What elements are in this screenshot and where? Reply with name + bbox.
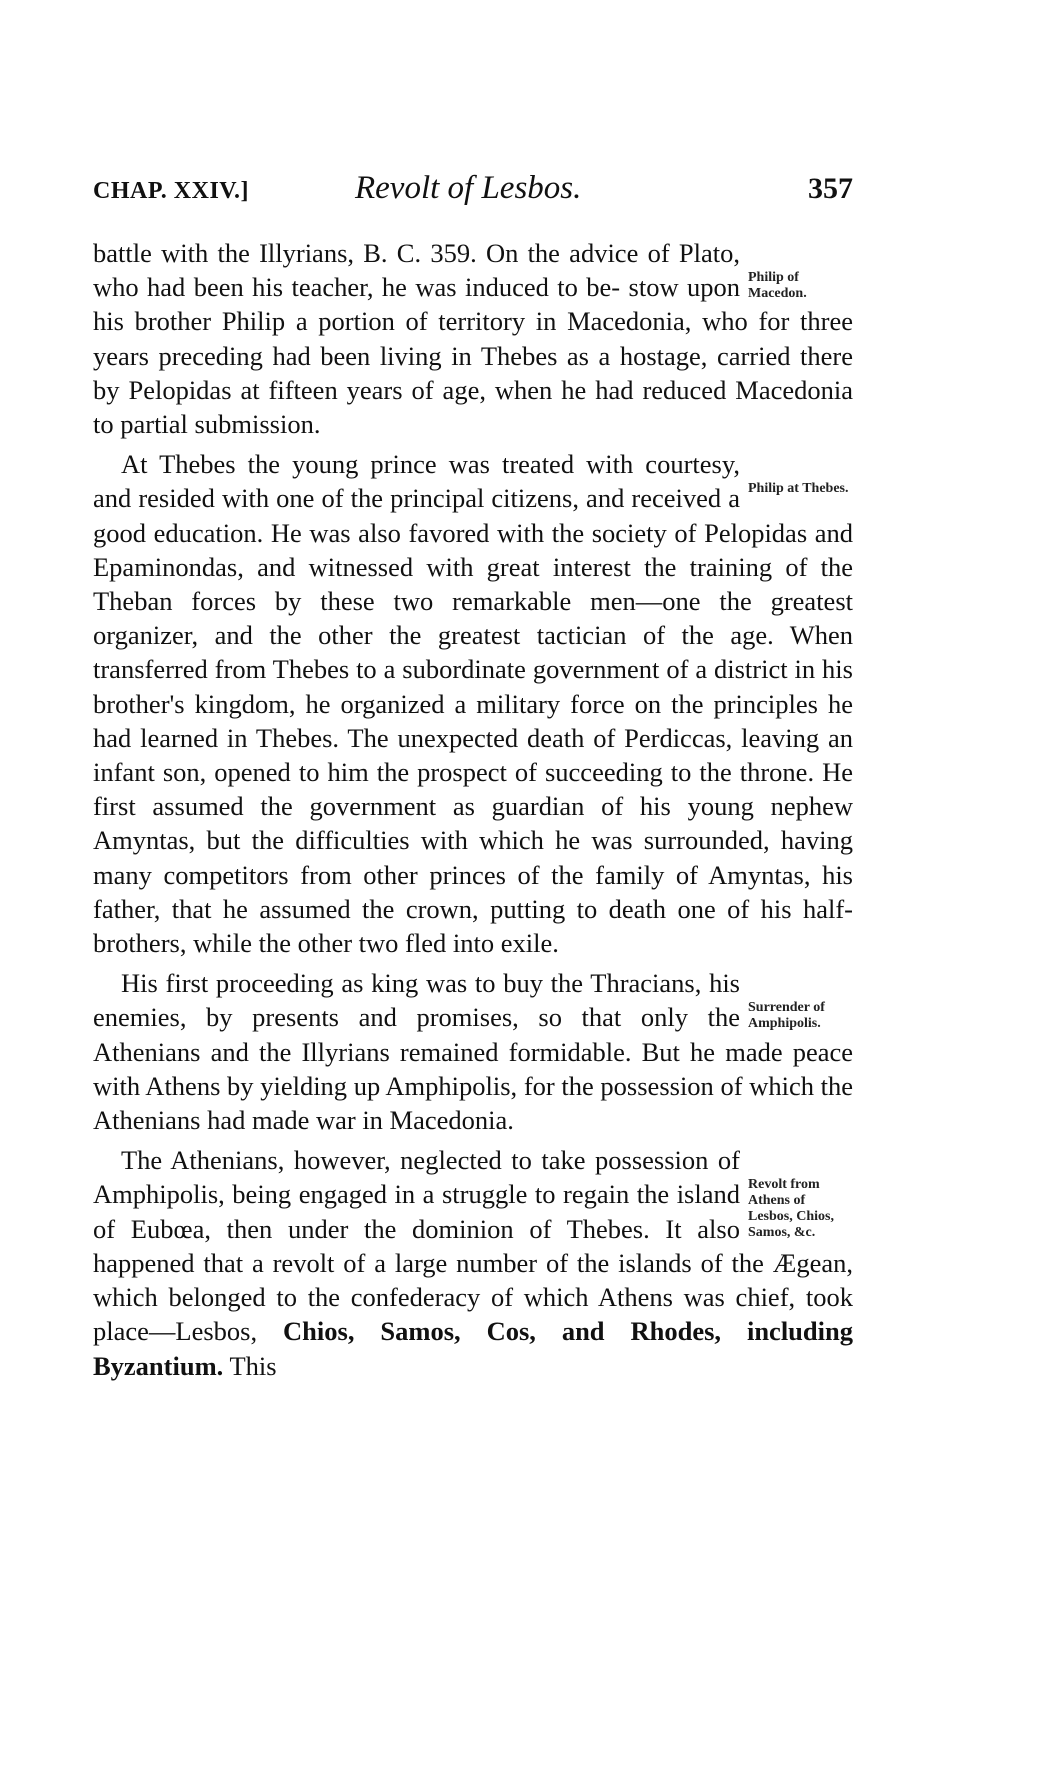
page-title: Revolt of Lesbos.	[355, 170, 582, 206]
paragraph-4-rest: of the Ægean, which belonged to the confederacy of which Athens was chief, took place—Lesbos,	[93, 1247, 853, 1347]
paragraph-4-bold: Chios, Samos, Cos, and Rhodes, including Byzantium.	[93, 1316, 854, 1381]
paragraph-4-lead: The Athenians, however, neglected to take possession of Amphipolis, being engaged in a struggle to regain the island of Eubœa, then under the dominion of Thebes. It also happened that a revolt of a large number of the islands	[93, 1145, 740, 1278]
paragraph-3-lead: His first proceeding as king was to buy the Thracians, his enemies, by presents and promises, so that only the Athenians and the Illyrians remained formidable. But he	[93, 968, 740, 1067]
paragraph-1-lead: battle with the Illyrians, B. C. 359. On the advice of Plato, who had been his teacher, he was induced to be-	[93, 238, 740, 303]
paragraph-1-rest: stow upon his brother Philip a portion of territory in Macedonia, who for three years preceding had been living in Thebes as a hostage, carried there by Pelopidas at fifteen years of age, when he had reduced Macedonia to partial submission.	[93, 272, 853, 440]
margin-note-philip-at-thebes: Philip at Thebes.	[748, 481, 849, 497]
paragraph-2-rest: received a good education. He was also favored with the society of Pelopidas and Epaminondas, and witnessed with great interest the training of the Theban forces by these two remarkable men—one the greatest organizer, and the other the greatest tactician of the age. When transferred from Thebes to a subordinate government of a district in his brother's kingdom, he organized a military force on the principles he had learned in Thebes. The unexpected death of Perdiccas, leaving an infant son, opened to him the prospect of succeeding to the throne. He first assumed the government as guardian of his young nephew Amyntas, but the difficulties with which he was surrounded, having many competitors from other princes of the family of Amyntas, his father, that he assumed the crown, putting to death one of his half-brothers, while the other two fled into exile.	[93, 483, 853, 959]
margin-note-philip-of-macedon: Philip of Macedon.	[748, 270, 807, 301]
paragraph-1	[93, 236, 853, 441]
paragraph-4-tail: This	[229, 1350, 277, 1381]
running-head	[93, 170, 853, 214]
paragraph-2-lead: At Thebes the young prince was treated with courtesy, and resided with one of the principal citizens, and	[93, 449, 740, 514]
body-text	[93, 236, 853, 1383]
paragraph-3-rest: made peace with Athens by yielding up Amphipolis, for the possession of which the Athenians had made war in Macedonia.	[93, 1036, 854, 1136]
paragraph-3	[93, 966, 853, 1137]
margin-note-revolt-from-athens: Revolt from Athens of Lesbos, Chios, Samos, &c.	[748, 1177, 834, 1241]
margin-note-surrender-of-amphipolis: Surrender of Amphipolis.	[748, 1000, 825, 1032]
chapter-marker: CHAP. XXIV.]	[93, 178, 250, 204]
paragraph-4	[93, 1143, 853, 1382]
page-number: 357	[808, 172, 853, 205]
paragraph-2	[93, 447, 853, 960]
